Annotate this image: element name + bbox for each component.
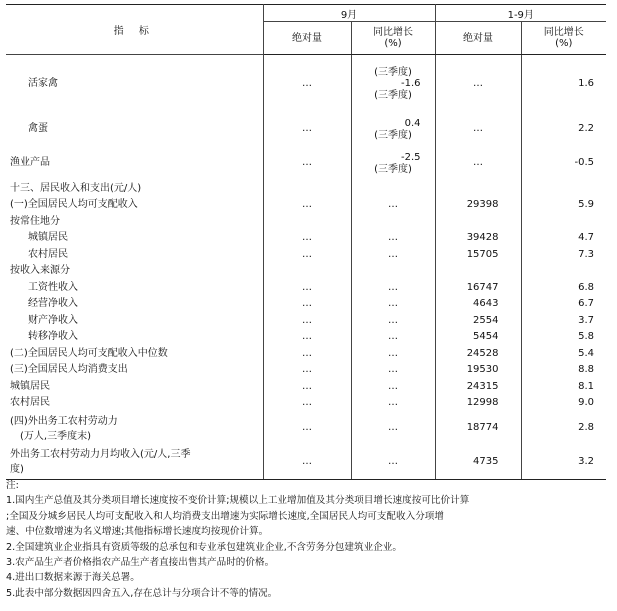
- cell-sep-yoy: …: [351, 412, 435, 446]
- cell-sep-abs: [263, 181, 351, 198]
- cell-sep-abs: …: [263, 329, 351, 346]
- cell-sep-abs: …: [263, 379, 351, 396]
- cell-sep-abs: …: [263, 296, 351, 313]
- cell-ytd-abs: 39428: [435, 230, 521, 247]
- cell-ytd-yoy: 5.4: [521, 346, 606, 363]
- cell-sep-yoy: …: [351, 296, 435, 313]
- table-row: [6, 296, 606, 313]
- cell-sep-abs: …: [263, 147, 351, 181]
- cell-sep-yoy: …: [351, 346, 435, 363]
- row-label: 禽蛋: [6, 113, 263, 147]
- notes-title: 注:: [6, 480, 19, 491]
- cell-ytd-yoy: [521, 263, 606, 280]
- cell-ytd-abs: …: [435, 147, 521, 181]
- row-label: (二)全国居民人均可支配收入中位数: [6, 346, 263, 363]
- ytd-abs-header: 绝对量: [435, 22, 521, 55]
- cell-ytd-yoy: [521, 214, 606, 231]
- row-label: 转移净收入: [6, 329, 263, 346]
- cell-ytd-yoy: 5.9: [521, 197, 606, 214]
- cell-ytd-abs: 16747: [435, 280, 521, 297]
- cell-sep-yoy: …: [351, 230, 435, 247]
- note-line: ;全国及分城乡居民人均可支配收入和人均消费支出增速为实际增长速度,全国居民人均可支配收入分项增: [6, 510, 444, 522]
- table-row: [6, 280, 606, 297]
- cell-ytd-abs: 4643: [435, 296, 521, 313]
- row-label: (三)全国居民人均消费支出: [6, 362, 263, 379]
- table-row: [6, 247, 606, 264]
- row-label: 经营净收入: [6, 296, 263, 313]
- cell-sep-abs: [263, 263, 351, 280]
- cell-ytd-yoy: 9.0: [521, 395, 606, 412]
- row-label: (四)外出务工农村劳动力 (万人,三季度末): [6, 412, 263, 446]
- row-label: 按收入来源分: [6, 263, 263, 280]
- table-row: [6, 55, 606, 113]
- cell-sep-abs: …: [263, 55, 351, 113]
- row-label: 工资性收入: [6, 280, 263, 297]
- cell-ytd-yoy: 2.8: [521, 412, 606, 446]
- cell-sep-yoy: 0.4 (三季度): [351, 113, 435, 147]
- cell-ytd-abs: 4735: [435, 446, 521, 480]
- sep-yoy-header: 同比增长 (%): [351, 22, 435, 55]
- cell-ytd-abs: 12998: [435, 395, 521, 412]
- cell-sep-yoy: …: [351, 395, 435, 412]
- cell-sep-yoy: [351, 214, 435, 231]
- cell-sep-abs: [263, 214, 351, 231]
- sep-abs-header: 绝对量: [263, 22, 351, 55]
- cell-sep-abs: …: [263, 313, 351, 330]
- table-row: [6, 147, 606, 181]
- cell-ytd-abs: …: [435, 55, 521, 113]
- cell-sep-yoy: [351, 181, 435, 198]
- section-row: [6, 181, 606, 198]
- cell-ytd-abs: [435, 214, 521, 231]
- ytd-yoy-header: 同比增长 (%): [521, 22, 606, 55]
- table-row: [6, 395, 606, 412]
- cell-ytd-yoy: 5.8: [521, 329, 606, 346]
- row-label: 农村居民: [6, 395, 263, 412]
- cell-ytd-abs: …: [435, 113, 521, 147]
- note-line: 3.农产品生产者价格指农产品生产者直接出售其产品时的价格。: [6, 557, 275, 569]
- table-row: [6, 197, 606, 214]
- table-row: [6, 113, 606, 147]
- cell-sep-yoy: …: [351, 362, 435, 379]
- row-label: 财产净收入: [6, 313, 263, 330]
- cell-sep-yoy: …: [351, 329, 435, 346]
- cell-sep-yoy: …: [351, 446, 435, 480]
- table-row: [6, 446, 606, 480]
- cell-sep-abs: …: [263, 412, 351, 446]
- table-row: [6, 214, 606, 231]
- note-line: 4.进出口数据来源于海关总署。: [6, 572, 140, 584]
- cell-ytd-abs: 24528: [435, 346, 521, 363]
- cell-ytd-abs: [435, 181, 521, 198]
- cell-sep-yoy: (三季度) -1.6 (三季度): [351, 55, 435, 113]
- cell-ytd-yoy: [521, 181, 606, 198]
- header-row-1: [6, 5, 606, 22]
- table-row: [6, 329, 606, 346]
- cell-sep-yoy: …: [351, 280, 435, 297]
- cell-sep-yoy: …: [351, 379, 435, 396]
- cell-ytd-yoy: 4.7: [521, 230, 606, 247]
- indicator-header: 指 标: [6, 5, 263, 55]
- cell-ytd-abs: [435, 263, 521, 280]
- cell-ytd-yoy: 3.7: [521, 313, 606, 330]
- note-line: 1.国内生产总值及其分类项目增长速度按不变价计算;规模以上工业增加值及其分类项目增长速度按可比价计算: [6, 495, 470, 507]
- cell-ytd-yoy: 8.8: [521, 362, 606, 379]
- cell-sep-yoy: …: [351, 313, 435, 330]
- cell-sep-yoy: …: [351, 247, 435, 264]
- table-row: [6, 412, 606, 446]
- ytd-header: 1-9月: [435, 5, 606, 22]
- row-label: 外出务工农村劳动力月均收入(元/人,三季 度): [6, 446, 263, 480]
- table-row: [6, 313, 606, 330]
- row-label: 农村居民: [6, 247, 263, 264]
- row-label: 按常住地分: [6, 214, 263, 231]
- cell-sep-abs: …: [263, 395, 351, 412]
- cell-sep-yoy: …: [351, 197, 435, 214]
- table-row: [6, 263, 606, 280]
- row-label: 城镇居民: [6, 230, 263, 247]
- cell-sep-abs: …: [263, 113, 351, 147]
- cell-ytd-yoy: 2.2: [521, 113, 606, 147]
- cell-ytd-abs: 24315: [435, 379, 521, 396]
- cell-ytd-yoy: 3.2: [521, 446, 606, 480]
- cell-ytd-yoy: -0.5: [521, 147, 606, 181]
- cell-ytd-yoy: 7.3: [521, 247, 606, 264]
- cell-ytd-abs: 29398: [435, 197, 521, 214]
- table-row: [6, 379, 606, 396]
- table-row: [6, 230, 606, 247]
- statistics-table: [6, 4, 606, 480]
- note-line: 速、中位数增速为名义增速;其他指标增长速度均按现价计算。: [6, 526, 269, 538]
- cell-ytd-yoy: 8.1: [521, 379, 606, 396]
- table-row: [6, 362, 606, 379]
- row-label: 城镇居民: [6, 379, 263, 396]
- cell-sep-abs: …: [263, 280, 351, 297]
- cell-ytd-abs: 2554: [435, 313, 521, 330]
- cell-ytd-yoy: 6.8: [521, 280, 606, 297]
- cell-sep-yoy: -2.5 (三季度): [351, 147, 435, 181]
- note-line: 5.此表中部分数据因四舍五入,存在总计与分项合计不等的情况。: [6, 587, 278, 599]
- september-header: 9月: [263, 5, 435, 22]
- cell-sep-abs: …: [263, 362, 351, 379]
- cell-sep-abs: …: [263, 197, 351, 214]
- table-row: [6, 346, 606, 363]
- cell-sep-abs: …: [263, 346, 351, 363]
- cell-ytd-yoy: 1.6: [521, 55, 606, 113]
- cell-ytd-abs: 15705: [435, 247, 521, 264]
- row-label: (一)全国居民人均可支配收入: [6, 197, 263, 214]
- cell-sep-yoy: [351, 263, 435, 280]
- section-title: 十三、居民收入和支出(元/人): [6, 181, 263, 198]
- cell-ytd-abs: 18774: [435, 412, 521, 446]
- cell-ytd-abs: 5454: [435, 329, 521, 346]
- cell-sep-abs: …: [263, 230, 351, 247]
- row-label: 渔业产品: [6, 147, 263, 181]
- cell-ytd-abs: 19530: [435, 362, 521, 379]
- cell-sep-abs: …: [263, 446, 351, 480]
- cell-sep-abs: …: [263, 247, 351, 264]
- note-line: 2.全国建筑业企业指具有资质等级的总承包和专业承包建筑业企业,不含劳务分包建筑业企业。: [6, 541, 402, 553]
- footnotes: [6, 478, 610, 601]
- cell-ytd-yoy: 6.7: [521, 296, 606, 313]
- row-label: 活家禽: [6, 55, 263, 113]
